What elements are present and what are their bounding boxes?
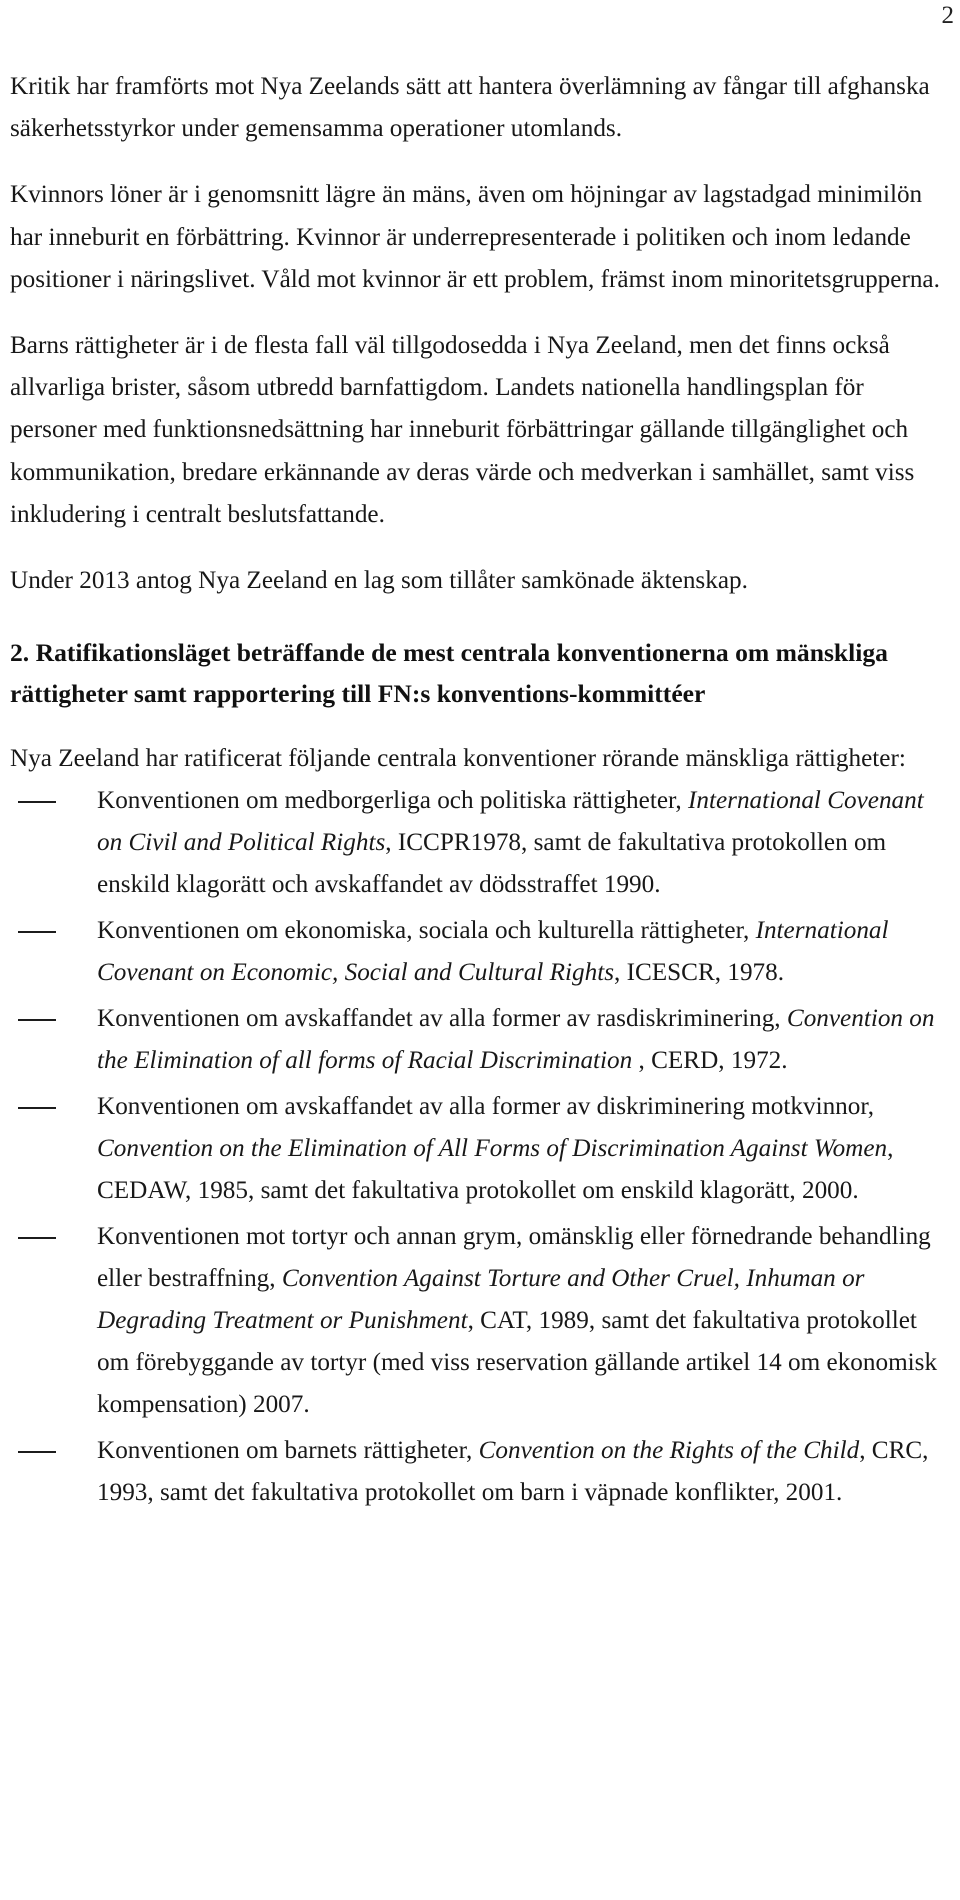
convention-item-crc: [10, 1430, 955, 1514]
page-number: 2: [941, 2, 954, 29]
paragraph-children-disability: Barns rättigheter är i de flesta fall väl tillgodosedda i Nya Zeeland, men det finns också allvarliga brister, såsom utbredd barnfattigdom. Landets nationella handlingsplan för personer med funktionsnedsättning har inneburit förbättringar gällande tillgänglighet och kommunikation, bredare erkännande av deras värde och medverkan i samhället, samt viss inkludering i centralt beslutsfattande.: [10, 332, 915, 528]
convention-title: International Covenant on Civil and Political Rights: [97, 787, 924, 857]
convention-item-cerd: [10, 998, 955, 1082]
convention-text: , CRC, 1993, samt det fakultativa protokollet om barn i väpnade konflikter, 2001.: [97, 1437, 929, 1507]
convention-text: , CEDAW, 1985, samt det fakultativa protokollet om enskild klagorätt, 2000.: [97, 1135, 894, 1205]
paragraph-women-rights: Kvinnors löner är i genomsnitt lägre än mäns, även om höjningar av lagstadgad minimilön har inneburit en förbättring. Kvinnor är underrepresenterade i politiken och inom ledande positioner i näringslivet. Våld mot kvinnor är ett problem, främst inom minoritetsgrupperna.: [10, 181, 940, 293]
dash-bullet-icon: [18, 1451, 56, 1453]
convention-item-cat: [10, 1216, 955, 1426]
dash-bullet-icon: [18, 801, 56, 803]
convention-item-icescr: [10, 910, 955, 994]
dash-bullet-icon: [18, 931, 56, 933]
convention-text: , ICCPR1978, samt de fakultativa protokollen om enskild klagorätt och avskaffandet av dödsstraffet 1990.: [97, 829, 887, 899]
convention-item-cedaw: [10, 1086, 955, 1212]
dash-bullet-icon: [18, 1019, 56, 1021]
dash-bullet-icon: [18, 1237, 56, 1239]
convention-title: Convention on the Elimination of all forms of Racial Discrimination: [97, 1005, 935, 1075]
paragraph-same-sex-marriage: Under 2013 antog Nya Zeeland en lag som tillåter samkönade äktenskap.: [10, 567, 748, 595]
convention-title: Convention on the Rights of the Child: [478, 1437, 860, 1465]
convention-text: , CAT, 1989, samt det fakultativa protokollet om förebyggande av tortyr (med viss reservation gällande artikel 14 om ekonomisk kompensation) 2007.: [97, 1307, 938, 1419]
convention-text: Konventionen mot tortyr och annan grym, omänsklig eller förnedrande behandling eller bestraffning,: [97, 1223, 931, 1293]
convention-text: Konventionen om medborgerliga och politiska rättigheter,: [97, 787, 688, 815]
document-body: [10, 66, 955, 1514]
convention-text: Konventionen om barnets rättigheter,: [97, 1437, 479, 1465]
dash-bullet-icon: [18, 1107, 56, 1109]
paragraph-prisoner-transfer: Kritik har framförts mot Nya Zeelands sätt att hantera överlämning av fångar till afghanska säkerhetsstyrkor under gemensamma operationer utomlands.: [10, 73, 930, 143]
convention-text: , ICESCR, 1978.: [614, 959, 785, 987]
convention-text: , CERD, 1972.: [632, 1047, 788, 1075]
convention-title: International Covenant on Economic, Social and Cultural Rights: [97, 917, 889, 987]
section-heading: 2. Ratifikationsläget beträffande de mest centrala konventionerna om mänskliga rättigheter samt rapportering till FN:s konventions-kommittéer: [10, 638, 888, 709]
convention-text: Konventionen om ekonomiska, sociala och kulturella rättigheter,: [97, 917, 756, 945]
convention-text: Konventionen om avskaffandet av alla former av rasdiskriminering,: [97, 1005, 787, 1033]
convention-item-iccpr: [10, 780, 955, 906]
convention-list: [10, 780, 955, 1514]
paragraph-intro: Nya Zeeland har ratificerat följande centrala konventioner rörande mänskliga rättigheter:: [10, 745, 906, 773]
convention-title: Convention Against Torture and Other Cruel, Inhuman or Degrading Treatment or Punishment: [97, 1265, 865, 1335]
convention-text: Konventionen om avskaffandet av alla former av diskriminering motkvinnor,: [97, 1093, 875, 1121]
convention-title: Convention on the Elimination of All Forms of Discrimination Against Women: [97, 1135, 888, 1163]
